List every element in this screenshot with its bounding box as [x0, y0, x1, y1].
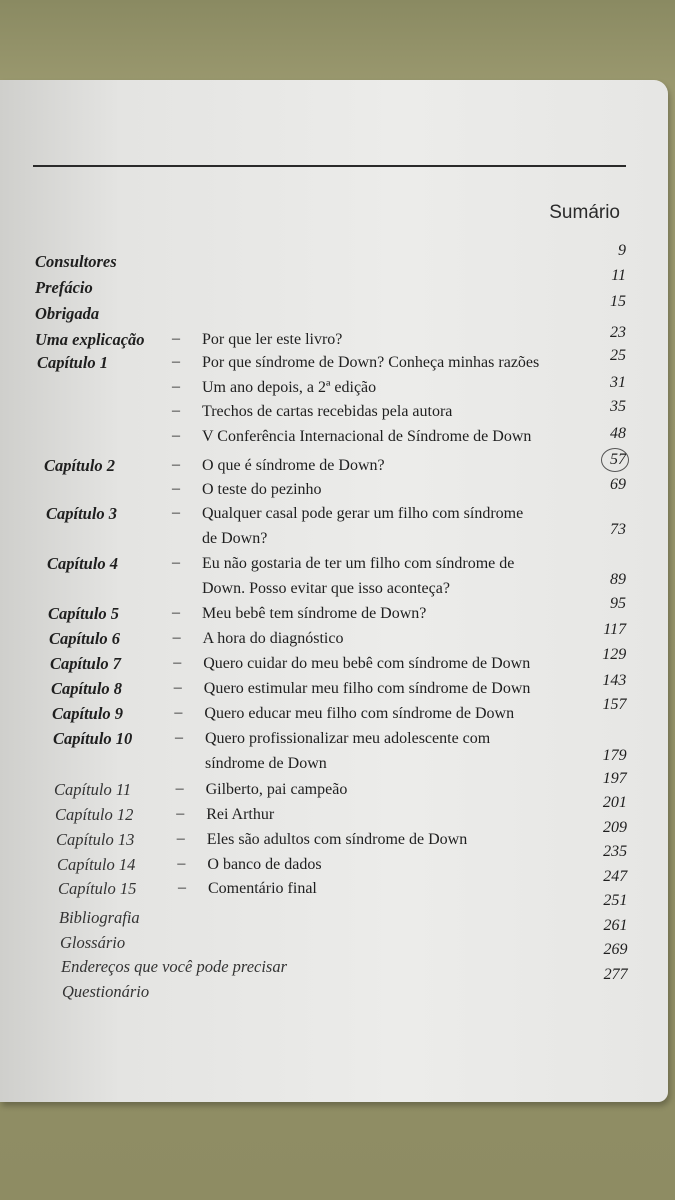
toc-entry-title: A hora do diagnóstico — [202, 630, 344, 647]
toc-dash: – — [173, 654, 182, 671]
toc-page-number: 15 — [610, 293, 626, 310]
toc-chapter-label: Capítulo 11 — [54, 780, 132, 799]
toc-chapter-label: Capítulo 4 — [47, 554, 119, 573]
toc-chapter-label: Capítulo 15 — [58, 879, 137, 898]
toc-entry-title: Quero profissionalizar meu adolescente com — [205, 730, 491, 747]
toc-page-number: 48 — [610, 425, 626, 442]
toc-page-number: 251 — [603, 892, 628, 909]
toc-entry-title: Qualquer casal pode gerar um filho com síndrome — [202, 505, 524, 522]
toc-entry-title: Comentário final — [208, 880, 317, 897]
toc-dash: – — [172, 402, 180, 419]
toc-chapter-label: Prefácio — [35, 278, 93, 297]
toc-chapter-label: Capítulo 6 — [49, 629, 121, 648]
toc-chapter-label: Capítulo 1 — [37, 353, 109, 372]
toc-entry-title: O que é síndrome de Down? — [202, 457, 385, 474]
toc-entry-title: Quero educar meu filho com síndrome de Down — [204, 705, 515, 722]
toc-page-number: 209 — [602, 819, 627, 836]
toc-page-number: 23 — [610, 324, 626, 341]
toc-dash: – — [178, 879, 186, 896]
toc-entry-title: Gilberto, pai campeão — [205, 781, 348, 798]
toc-page-number: 89 — [610, 571, 626, 588]
toc-chapter-label: Capítulo 12 — [55, 805, 134, 824]
toc-page-number: 35 — [610, 398, 626, 415]
toc-dash: – — [172, 330, 180, 347]
toc-entry-title: O teste do pezinho — [202, 481, 322, 498]
toc-entry-title: Rei Arthur — [206, 806, 275, 823]
toc-page-number: 9 — [618, 242, 626, 259]
toc-page-number: 31 — [610, 374, 626, 391]
toc-page-number: 129 — [602, 646, 627, 663]
toc-chapter-label: Bibliografia — [59, 908, 140, 927]
toc-page-number: 73 — [610, 521, 626, 538]
toc-entry-title: Quero cuidar do meu bebê com síndrome de Down — [203, 655, 531, 672]
page-title: Sumário — [549, 202, 620, 223]
toc-chapter-label: Glossário — [60, 933, 126, 952]
toc-dash: – — [174, 704, 183, 721]
toc-entry-title: Eles são adultos com síndrome de Down — [206, 831, 468, 848]
toc-chapter-label: Capítulo 14 — [57, 855, 136, 874]
toc-dash: – — [175, 780, 184, 797]
toc-entry-title: Meu bebê tem síndrome de Down? — [202, 605, 427, 622]
toc-page-number: 157 — [602, 696, 627, 713]
toc-page-number: 143 — [602, 672, 627, 689]
toc-entry-title: Eu não gostaria de ter um filho com síndrome de — [202, 555, 515, 572]
toc-chapter-label: Capítulo 7 — [50, 654, 122, 673]
toc-entry-title: O banco de dados — [207, 856, 322, 873]
toc-entry-title-continued: Down. Posso evitar que isso aconteça? — [202, 580, 450, 597]
toc-dash: – — [172, 629, 181, 646]
toc-dash: – — [172, 353, 180, 370]
toc-chapter-label: Obrigada — [35, 304, 100, 323]
toc-page-number: 117 — [603, 621, 627, 638]
toc-dash: – — [176, 830, 185, 847]
toc-dash: – — [177, 855, 186, 872]
toc-chapter-label: Capítulo 5 — [48, 604, 120, 623]
toc-chapter-label: Capítulo 13 — [56, 830, 135, 849]
toc-page-number: 25 — [610, 347, 626, 364]
toc-page-number: 247 — [603, 868, 628, 885]
toc-chapter-label: Capítulo 8 — [51, 679, 123, 698]
toc-entry-title-continued: de Down? — [202, 530, 268, 547]
toc-chapter-label: Uma explicação — [35, 330, 145, 349]
toc-page-number: 277 — [603, 966, 628, 983]
toc-chapter-label: Capítulo 10 — [53, 729, 133, 748]
toc-page-number: 69 — [610, 476, 626, 493]
toc-entry-title: Trechos de cartas recebidas pela autora — [202, 403, 453, 420]
toc-page-number: 197 — [602, 770, 627, 787]
toc-page-number: 95 — [610, 595, 626, 612]
toc-dash: – — [172, 604, 180, 621]
toc-entry-title: Por que ler este livro? — [202, 331, 343, 348]
toc-page-number: 261 — [603, 917, 628, 934]
toc-dash: – — [172, 554, 180, 571]
toc-page-number: 11 — [611, 267, 626, 284]
toc-chapter-label: Capítulo 2 — [44, 456, 116, 475]
toc-page-number: 235 — [603, 843, 628, 860]
toc-dash: – — [176, 805, 185, 822]
toc-dash: – — [172, 456, 180, 473]
toc-dash: – — [172, 480, 180, 497]
toc-page-number: 57 — [586, 451, 626, 469]
toc-entry-title: Um ano depois, a 2ª edição — [202, 379, 377, 396]
toc-dash: – — [173, 679, 182, 696]
toc-chapter-label: Capítulo 3 — [46, 504, 118, 523]
toc-chapter-label: Consultores — [35, 252, 117, 271]
toc-dash: – — [172, 378, 180, 395]
toc-chapter-label: Capítulo 9 — [52, 704, 124, 723]
toc-dash: – — [175, 729, 183, 746]
toc-entry-title: Por que síndrome de Down? Conheça minhas razões — [202, 354, 540, 371]
toc-page-number: 179 — [602, 747, 627, 764]
toc-chapter-label: Questionário — [62, 982, 150, 1001]
toc-page-number: 269 — [603, 941, 628, 958]
toc-dash: – — [172, 427, 180, 444]
book-page — [0, 80, 668, 1102]
toc-page-number: 201 — [602, 794, 627, 811]
toc-chapter-label: Endereços que você pode precisar — [61, 957, 288, 976]
toc-entry-title-continued: síndrome de Down — [205, 755, 327, 772]
toc-entry-title: Quero estimular meu filho com síndrome de Down — [203, 680, 531, 697]
toc-entry-title: V Conferência Internacional de Síndrome de Down — [202, 428, 532, 445]
table-of-contents — [0, 80, 668, 1102]
toc-dash: – — [172, 504, 180, 521]
